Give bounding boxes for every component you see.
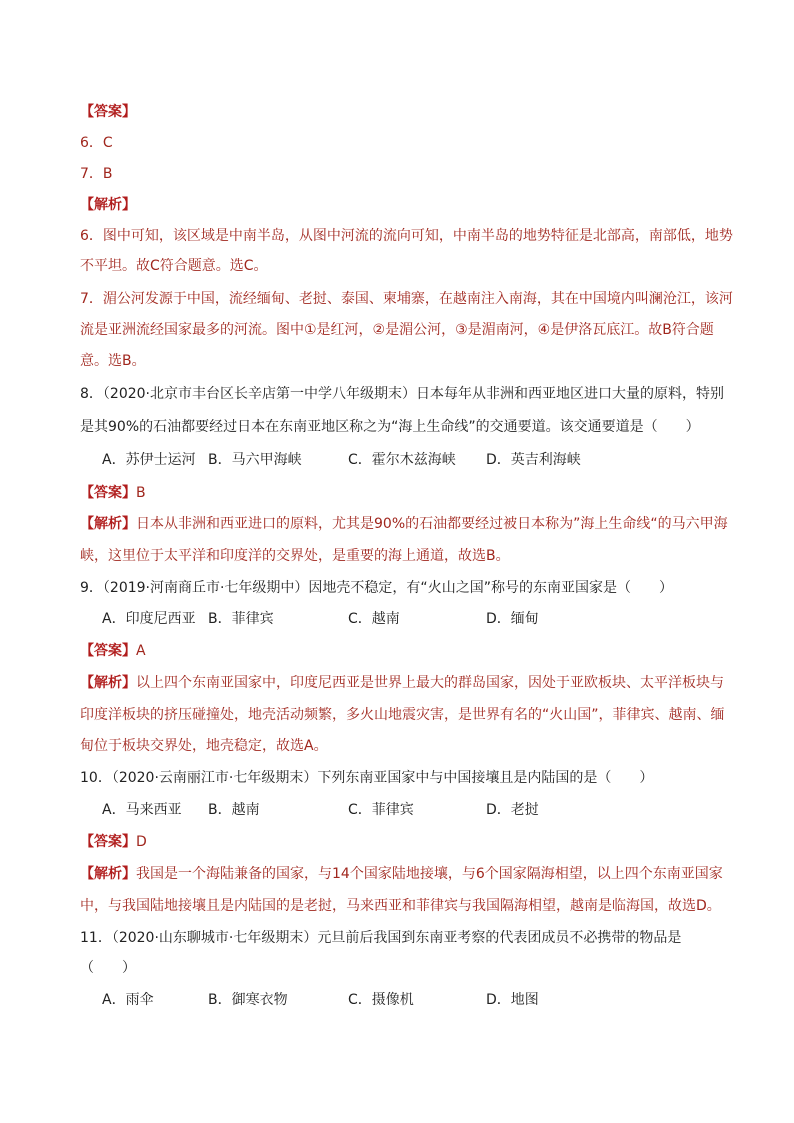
q9-analysis-line1: 【解析】以上四个东南亚国家中，印度尼西亚是世界上最大的群岛国家，因处于亚欧板块、太平洋板块与 <box>80 675 724 691</box>
analysis-7-line3: 意。选B。 <box>80 353 146 369</box>
answer-6: 6．C <box>80 135 113 151</box>
q10-option-d: D．老挝 <box>486 802 539 818</box>
q10-analysis-line1: 【解析】我国是一个海陆兼备的国家，与14个国家陆地接壤，与6个国家隔海相望，以上四个东南亚国家 <box>80 866 723 882</box>
q9-analysis-line2: 印度洋板块的挤压碰撞处，地壳活动频繁，多火山地震灾害，是世界有名的“火山国”，菲律宾、越南、缅 <box>80 707 725 723</box>
q9-option-a: A．印度尼西亚 <box>102 611 196 627</box>
q10-option-b: B．越南 <box>208 802 260 818</box>
q11-option-a: A．雨伞 <box>102 992 154 1008</box>
q8-analysis-line2: 峡，这里位于太平洋和印度洋的交界处，是重要的海上通道，故选B。 <box>80 548 510 564</box>
q11-option-c: C．摄像机 <box>348 992 414 1008</box>
q9-answer-value: A <box>136 643 146 659</box>
q8-answer: 【答案】B <box>80 485 146 501</box>
q8-stem-line2: 是其90%的石油都要经过日本在东南亚地区称之为“海上生命线”的交通要道。该交通要道是（ ） <box>80 419 700 435</box>
analysis-6-line2: 不平坦。故C符合题意。选C。 <box>80 258 268 274</box>
q10-answer-value: D <box>136 834 147 850</box>
answer-label: 【答案】 <box>80 104 136 120</box>
analysis-label: 【解析】 <box>80 197 136 213</box>
analysis-7-line2: 流是亚洲流经国家最多的河流。图中①是红河，②是湄公河，③是湄南河，④是伊洛瓦底江。故B符合题 <box>80 322 714 338</box>
q9-analysis-line3: 甸位于板块交界处，地壳稳定，故选A。 <box>80 738 328 754</box>
q9-stem-line1: 9．（2019·河南商丘市·七年级期中）因地壳不稳定，有“火山之国”称号的东南亚国家是（ ） <box>80 580 673 596</box>
q8-answer-value: B <box>136 485 146 501</box>
analysis-6-line1: 6．图中可知，该区域是中南半岛，从图中河流的流向可知，中南半岛的地势特征是北部高，南部低，地势 <box>80 228 733 244</box>
q9-answer: 【答案】A <box>80 643 146 659</box>
analysis-7-line1: 7．湄公河发源于中国，流经缅甸、老挝、泰国、柬埔寨，在越南注入南海，其在中国境内叫澜沧江，该河 <box>80 291 733 307</box>
q8-option-b: B．马六甲海峡 <box>208 452 302 468</box>
q10-option-a: A．马来西亚 <box>102 802 182 818</box>
q10-option-c: C．菲律宾 <box>348 802 414 818</box>
q8-option-a: A．苏伊士运河 <box>102 452 196 468</box>
q9-option-d: D．缅甸 <box>486 611 539 627</box>
q10-stem-line1: 10．（2020·云南丽江市·七年级期末）下列东南亚国家中与中国接壤且是内陆国的是（ ） <box>80 770 654 786</box>
q8-analysis-line1: 【解析】日本从非洲和西亚进口的原料，尤其是90%的石油都要经过被日本称为”海上生命线“的马六甲海 <box>80 516 728 532</box>
q11-option-b: B．御寒衣物 <box>208 992 288 1008</box>
q11-option-d: D．地图 <box>486 992 539 1008</box>
q11-stem-line2: （ ） <box>80 960 136 976</box>
q11-stem-line1: 11．（2020·山东聊城市·七年级期末）元旦前后我国到东南亚考察的代表团成员不必携带的物品是 <box>80 930 682 946</box>
q8-option-d: D．英吉利海峡 <box>486 452 581 468</box>
q10-analysis-line2: 中，与我国陆地接壤且是内陆国的是老挝，马来西亚和菲律宾与我国隔海相望，越南是临海国，故选D。 <box>80 898 721 914</box>
q9-option-c: C．越南 <box>348 611 400 627</box>
q9-option-b: B．菲律宾 <box>208 611 274 627</box>
q10-answer: 【答案】D <box>80 834 147 850</box>
q8-option-c: C．霍尔木兹海峡 <box>348 452 456 468</box>
q8-stem-line1: 8．（2020·北京市丰台区长辛店第一中学八年级期末）日本每年从非洲和西亚地区进口大量的原料，特别 <box>80 386 724 402</box>
answer-7: 7．B <box>80 166 113 182</box>
